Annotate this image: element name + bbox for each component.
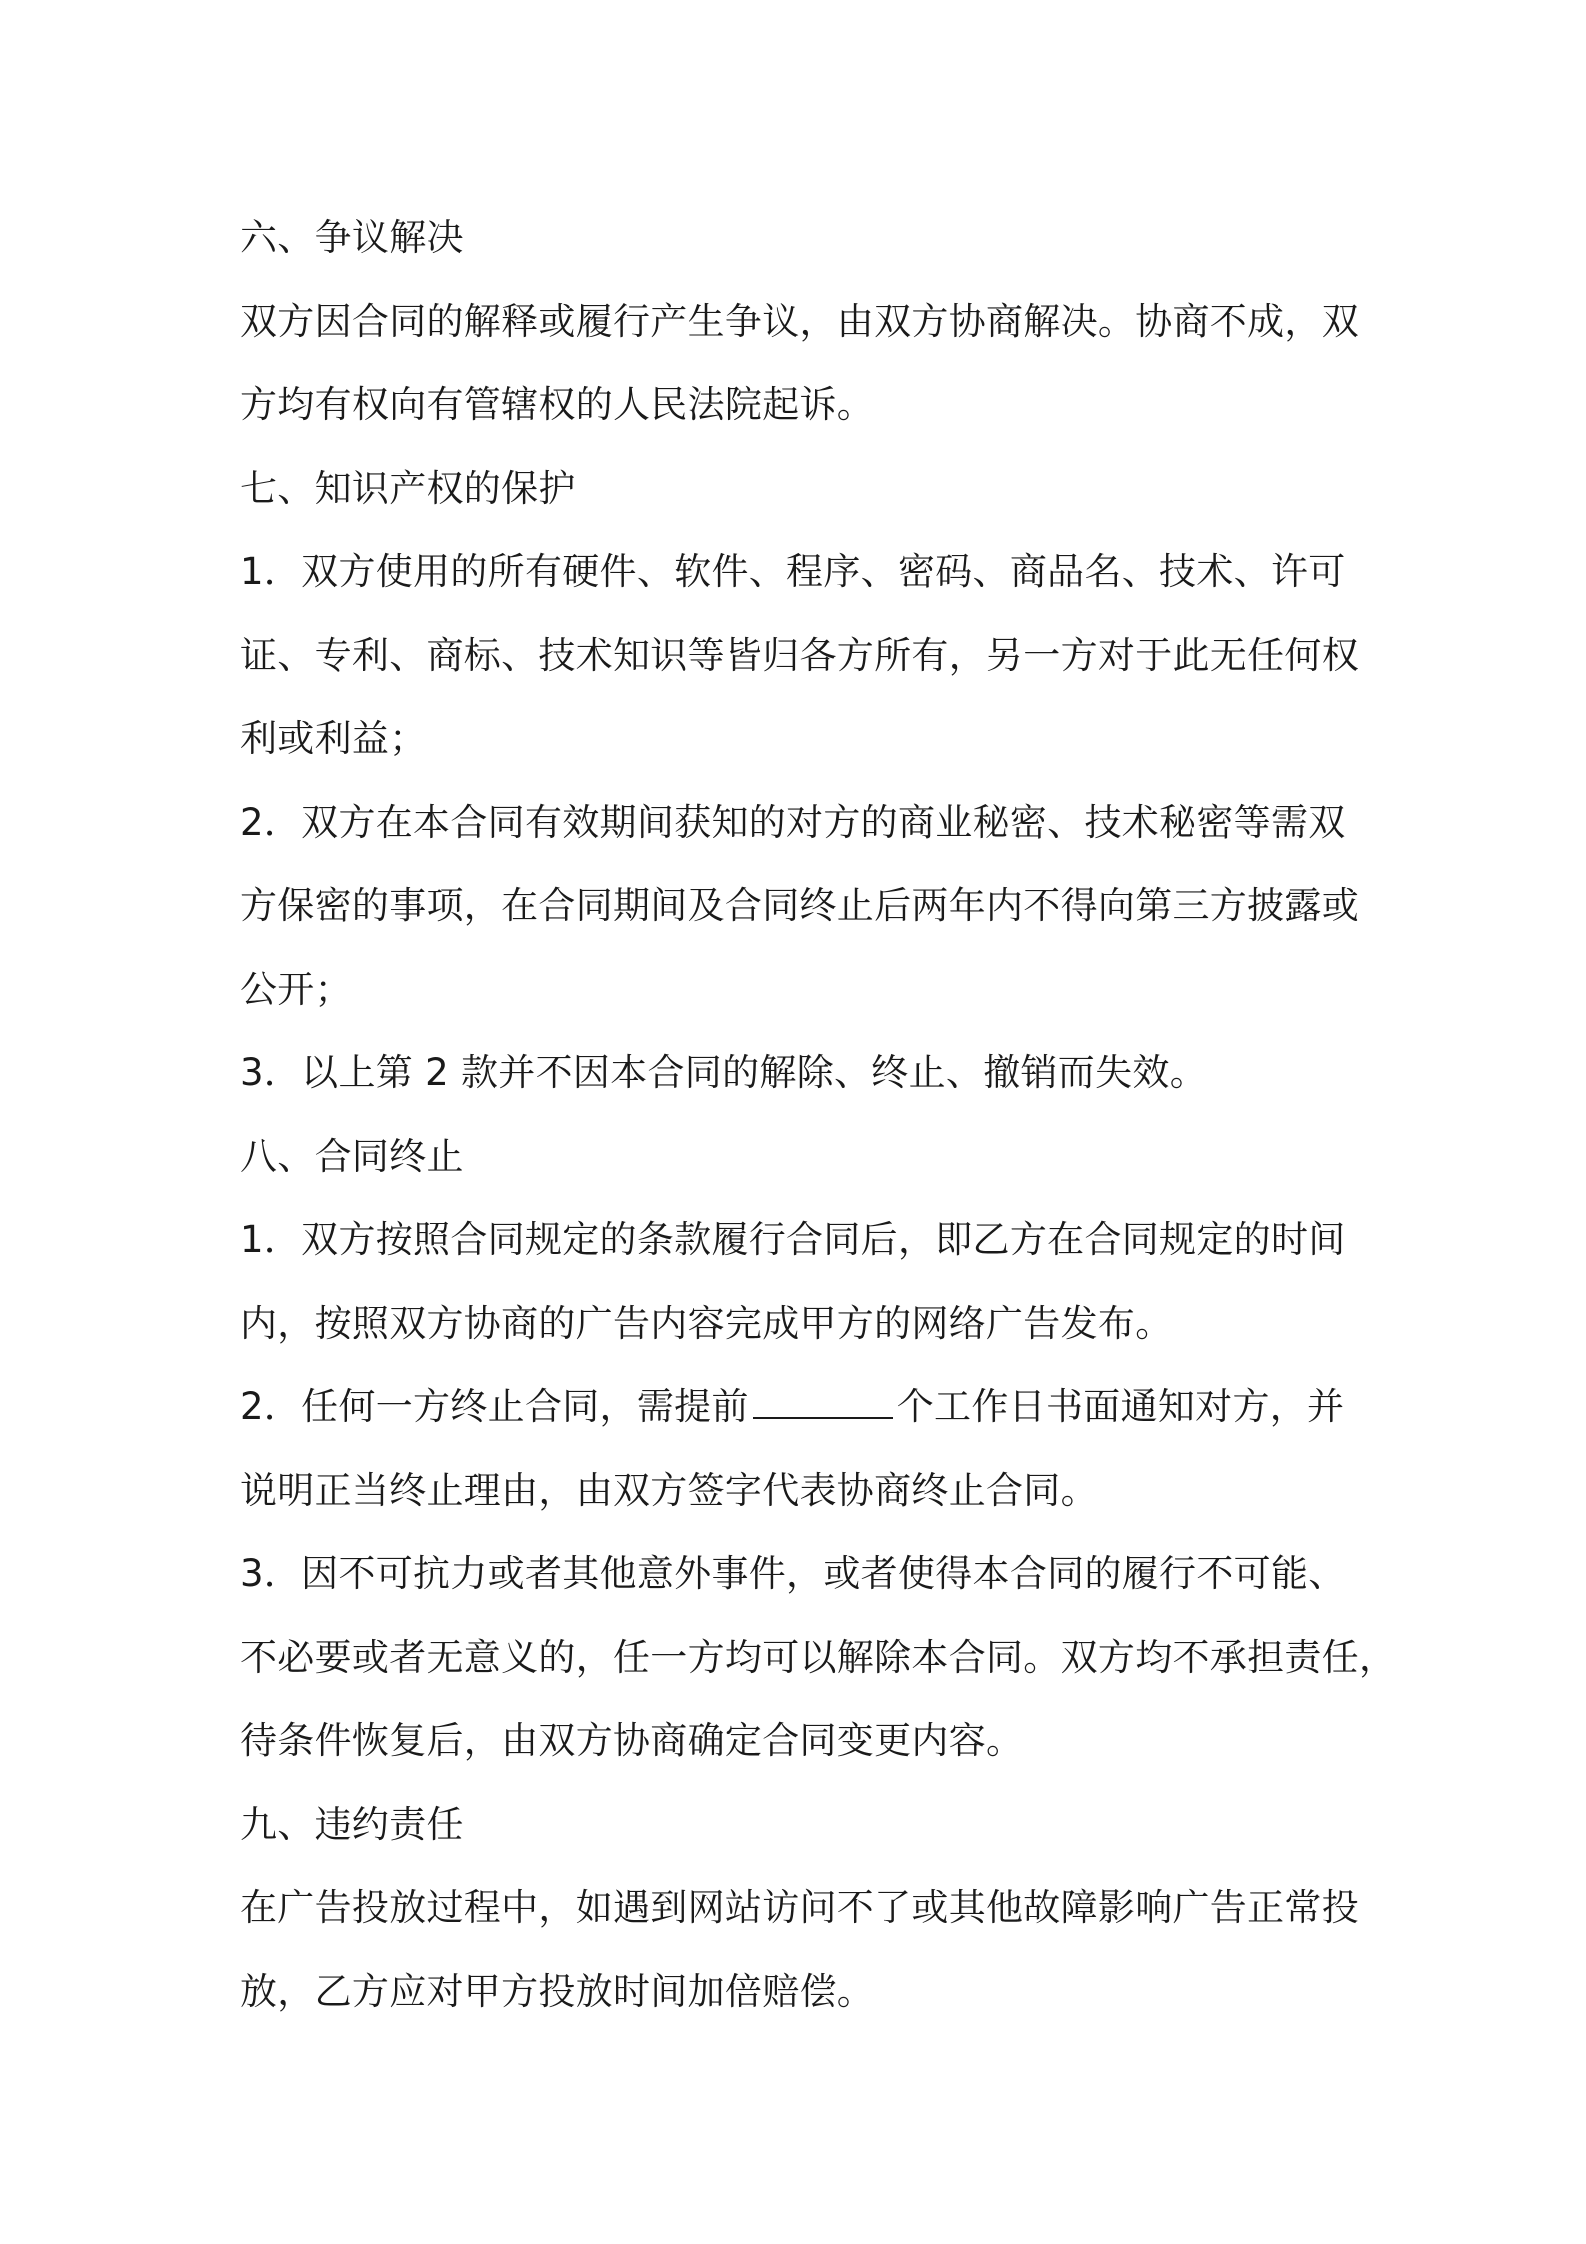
section-heading-ip: 七、知识产权的保护	[240, 466, 576, 510]
section-heading-liability: 九、违约责任	[240, 1802, 464, 1846]
paragraph-line: 2．双方在本合同有效期间获知的对方的商业秘密、技术秘密等需双	[240, 800, 1346, 844]
paragraph-line: 方均有权向有管辖权的人民法院起诉。	[240, 383, 875, 426]
paragraph-line: 双方因合同的解释或履行产生争议，由双方协商解决。协商不成，双	[240, 299, 1359, 343]
paragraph-line: 在广告投放过程中，如遇到网站访问不了或其他故障影响广告正常投	[240, 1886, 1359, 1929]
line-suffix: 个工作日书面通知对方，并	[896, 1385, 1345, 1428]
document-body	[240, 196, 1397, 2033]
section-heading-dispute: 六、争议解决	[240, 216, 464, 259]
fill-in-blank	[753, 1379, 893, 1419]
paragraph-line: 1．双方使用的所有硬件、软件、程序、密码、商品名、技术、许可	[240, 550, 1346, 593]
line-prefix: 2．任何一方终止合同，需提前	[240, 1385, 749, 1428]
paragraph-line: 不必要或者无意义的，任一方均可以解除本合同。双方均不承担责任，	[240, 1635, 1397, 1679]
paragraph-line: 待条件恢复后，由双方协商确定合同变更内容。	[240, 1719, 1024, 1762]
paragraph-line: 放，乙方应对甲方投放时间加倍赔偿。	[240, 1969, 875, 2013]
paragraph-line: 公开；	[240, 967, 352, 1011]
paragraph-line: 说明正当终止理由，由双方签字代表协商终止合同。	[240, 1468, 1098, 1512]
paragraph-line: 3．以上第 2 款并不因本合同的解除、终止、撤销而失效。	[240, 1051, 1208, 1094]
paragraph-line: 方保密的事项，在合同期间及合同终止后两年内不得向第三方披露或	[240, 884, 1359, 927]
paragraph-line: 证、专利、商标、技术知识等皆归各方所有，另一方对于此无任何权	[240, 633, 1359, 677]
paragraph-line: 利或利益；	[240, 717, 427, 760]
section-heading-termination: 八、合同终止	[240, 1134, 464, 1178]
paragraph-line-with-blank	[240, 1365, 1360, 1449]
paragraph-line: 内，按照双方协商的广告内容完成甲方的网络广告发布。	[240, 1301, 1173, 1345]
paragraph-line: 3．因不可抗力或者其他意外事件，或者使得本合同的履行不可能、	[240, 1552, 1346, 1595]
paragraph-line: 1．双方按照合同规定的条款履行合同后，即乙方在合同规定的时间	[240, 1218, 1346, 1261]
